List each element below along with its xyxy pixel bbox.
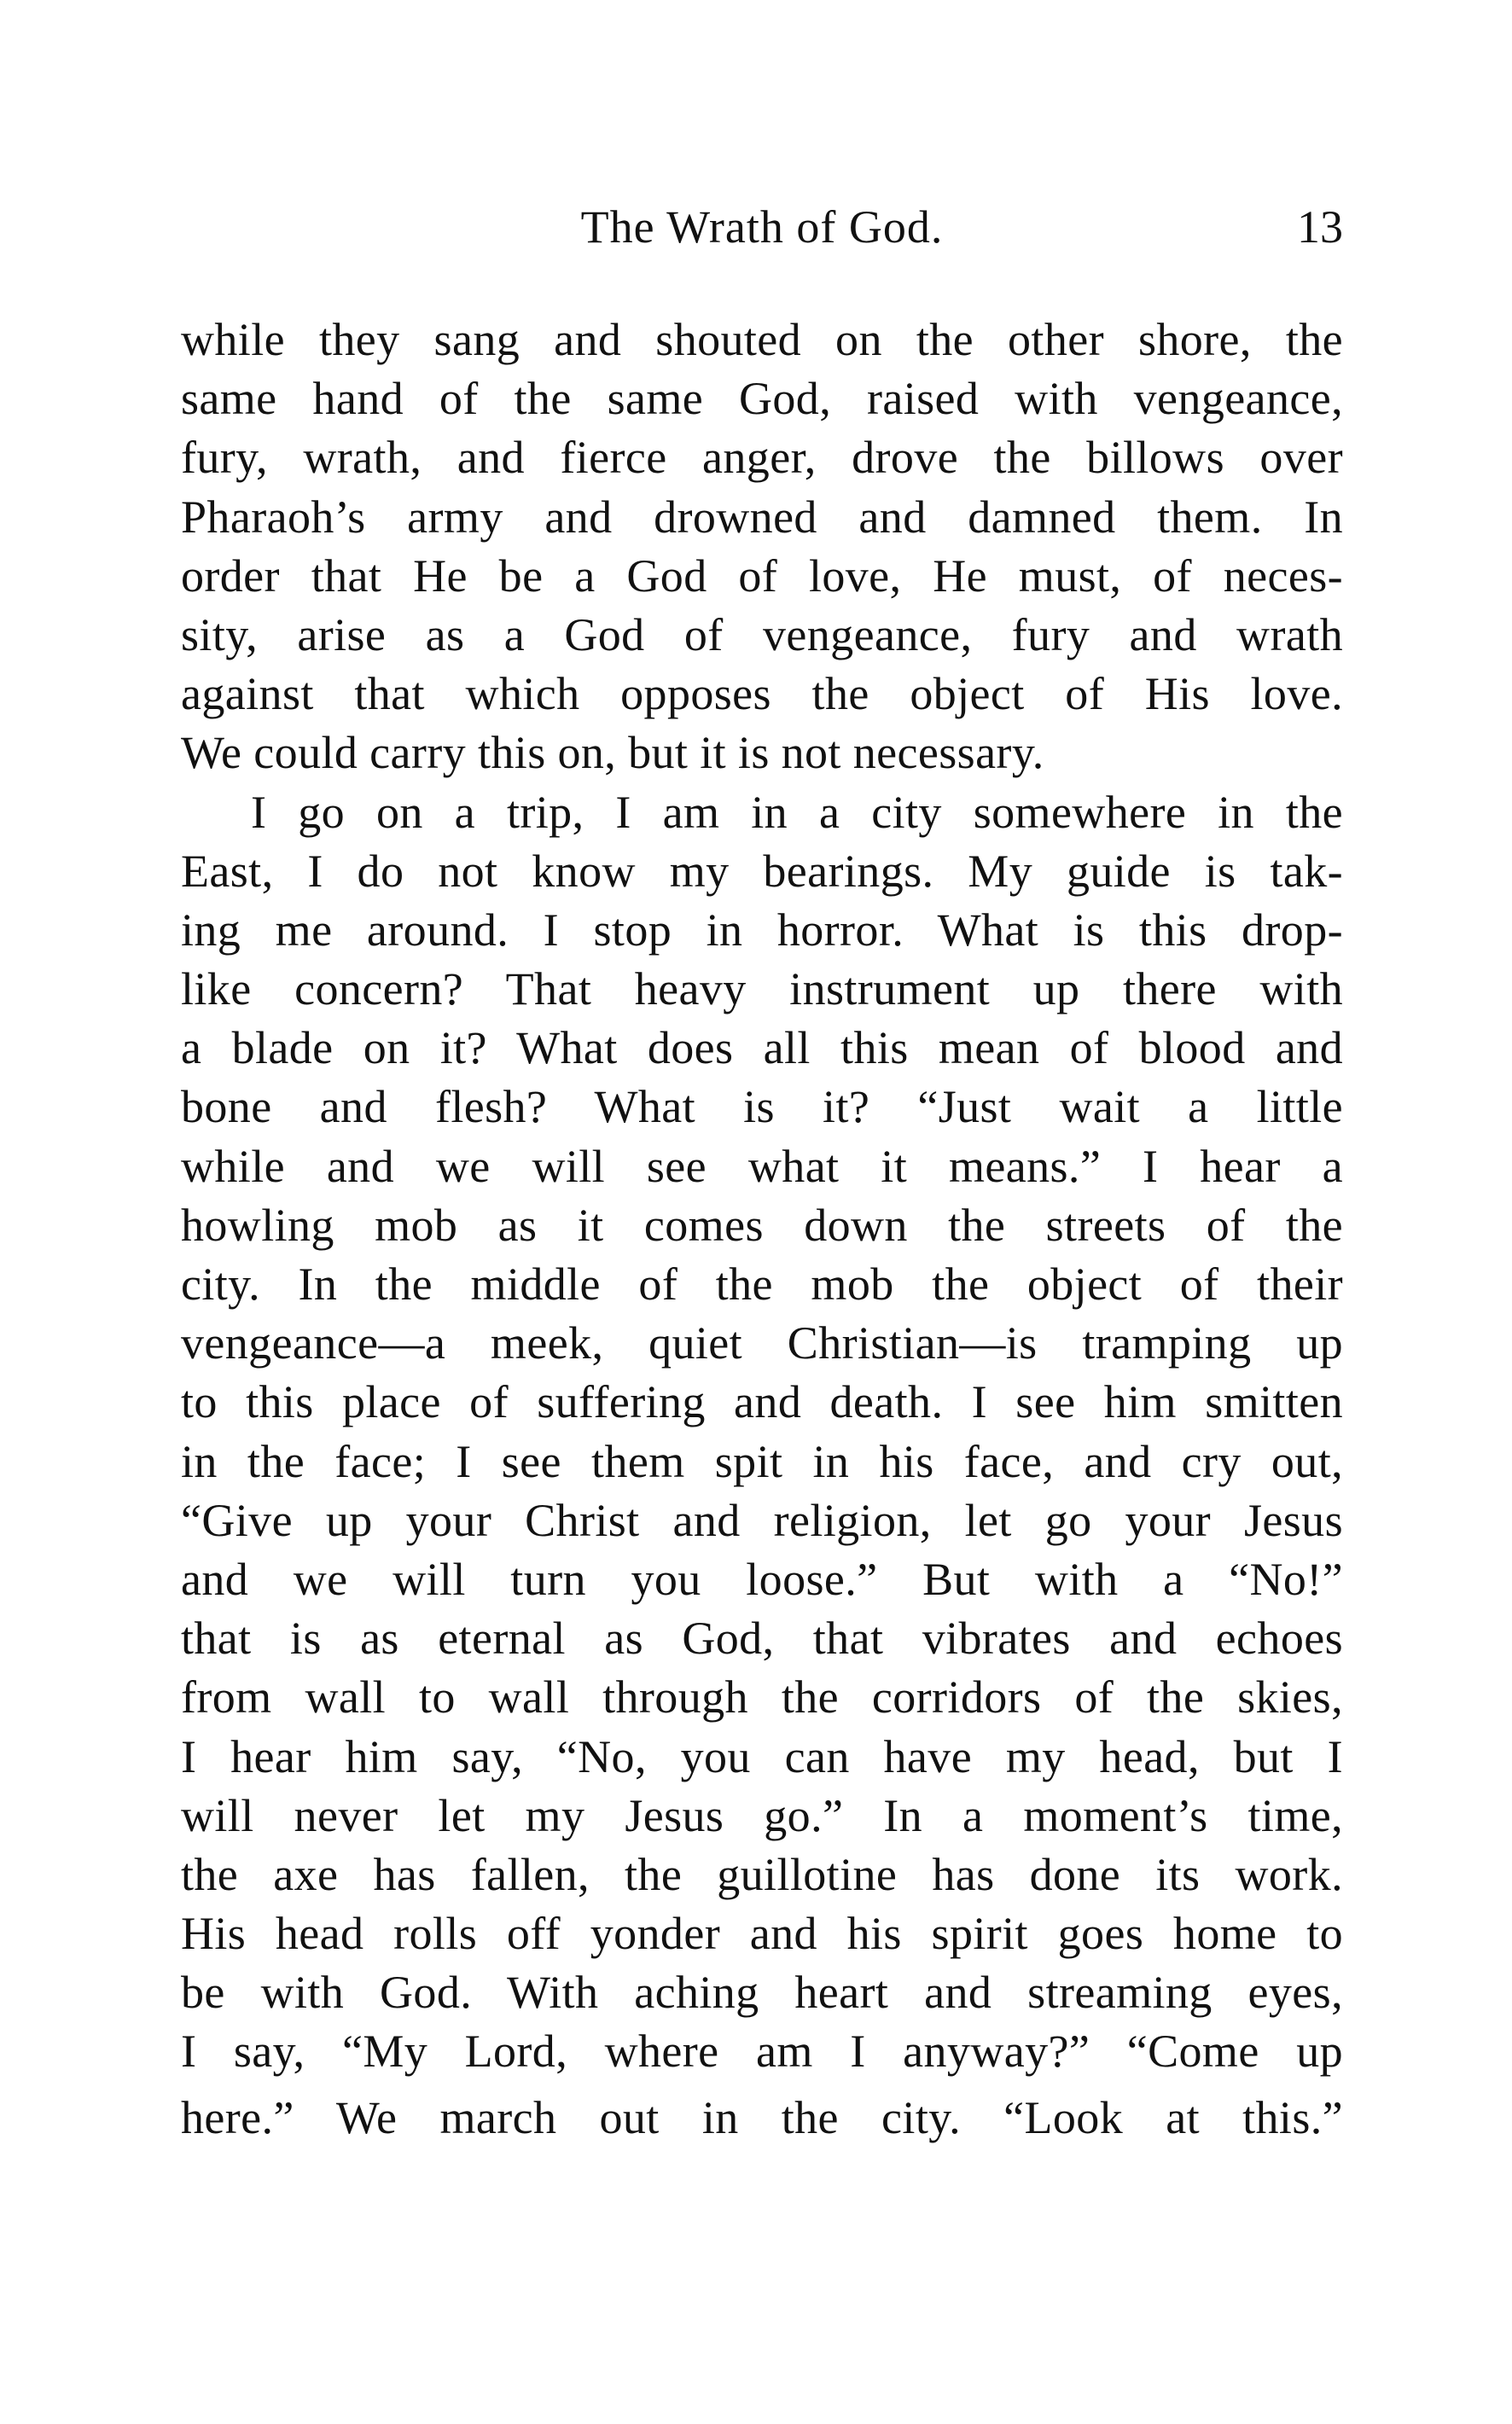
text-line: the axe has fallen, the guillotine has done its work. — [181, 1848, 1343, 1900]
text-line: We could carry this on, but it is not necessary. — [181, 727, 1044, 779]
text-line: here.” We march out in the city. “Look at this.” — [181, 2091, 1343, 2143]
text-line: same hand of the same God, raised with vengeance, — [181, 373, 1343, 425]
text-line: fury, wrath, and fierce anger, drove the billows over — [181, 432, 1343, 484]
text-line: “Give up your Christ and religion, let go your Jesus — [181, 1494, 1343, 1546]
running-head — [181, 193, 1343, 261]
text-line: while they sang and shouted on the other shore, the — [181, 314, 1343, 365]
running-title: The Wrath of God. — [580, 201, 944, 253]
text-line: vengeance—a meek, quiet Christian—is tramping up — [181, 1317, 1343, 1369]
text-line: ing me around. I stop in horror. What is this drop- — [181, 904, 1343, 956]
text-line: and we will turn you loose.” But with a “No!” — [181, 1553, 1343, 1605]
page-number: 13 — [1297, 201, 1343, 253]
text-line: I hear him say, “No, you can have my head, but I — [181, 1730, 1343, 1782]
text-line: will never let my Jesus go.” In a moment’s time, — [181, 1789, 1343, 1841]
text-line: His head rolls off yonder and his spirit goes home to — [181, 1908, 1343, 1960]
text-line: to this place of suffering and death. I see him smitten — [181, 1376, 1343, 1428]
text-line: I say, “My Lord, where am I anyway?” “Come up — [181, 2026, 1343, 2078]
text-line: against that which opposes the object of His love. — [181, 668, 1343, 720]
text-line: Pharaoh’s army and drowned and damned them. In — [181, 491, 1343, 543]
text-line: city. In the middle of the mob the object of their — [181, 1259, 1343, 1310]
body-text — [181, 311, 1343, 2148]
text-line: while and we will see what it means.” I hear a — [181, 1140, 1343, 1192]
text-line: howling mob as it comes down the streets of the — [181, 1199, 1343, 1251]
text-line: bone and flesh? What is it? “Just wait a little — [181, 1081, 1343, 1133]
text-line: sity, arise as a God of vengeance, fury and wrath — [181, 608, 1343, 660]
text-line: order that He be a God of love, He must, of neces- — [181, 549, 1343, 602]
text-line: from wall to wall through the corridors of the skies, — [181, 1671, 1343, 1724]
text-line: I go on a trip, I am in a city somewhere in the — [251, 786, 1343, 838]
text-line: East, I do not know my bearings. My guide is tak- — [181, 845, 1343, 897]
text-line: be with God. With aching heart and streaming eyes, — [181, 1967, 1343, 2019]
text-line: in the face; I see them spit in his face, and cry out, — [181, 1435, 1343, 1487]
text-line: that is as eternal as God, that vibrates and echoes — [181, 1613, 1343, 1665]
text-line: like concern? That heavy instrument up there with — [181, 963, 1343, 1015]
text-line: a blade on it? What does all this mean of blood and — [181, 1022, 1343, 1074]
